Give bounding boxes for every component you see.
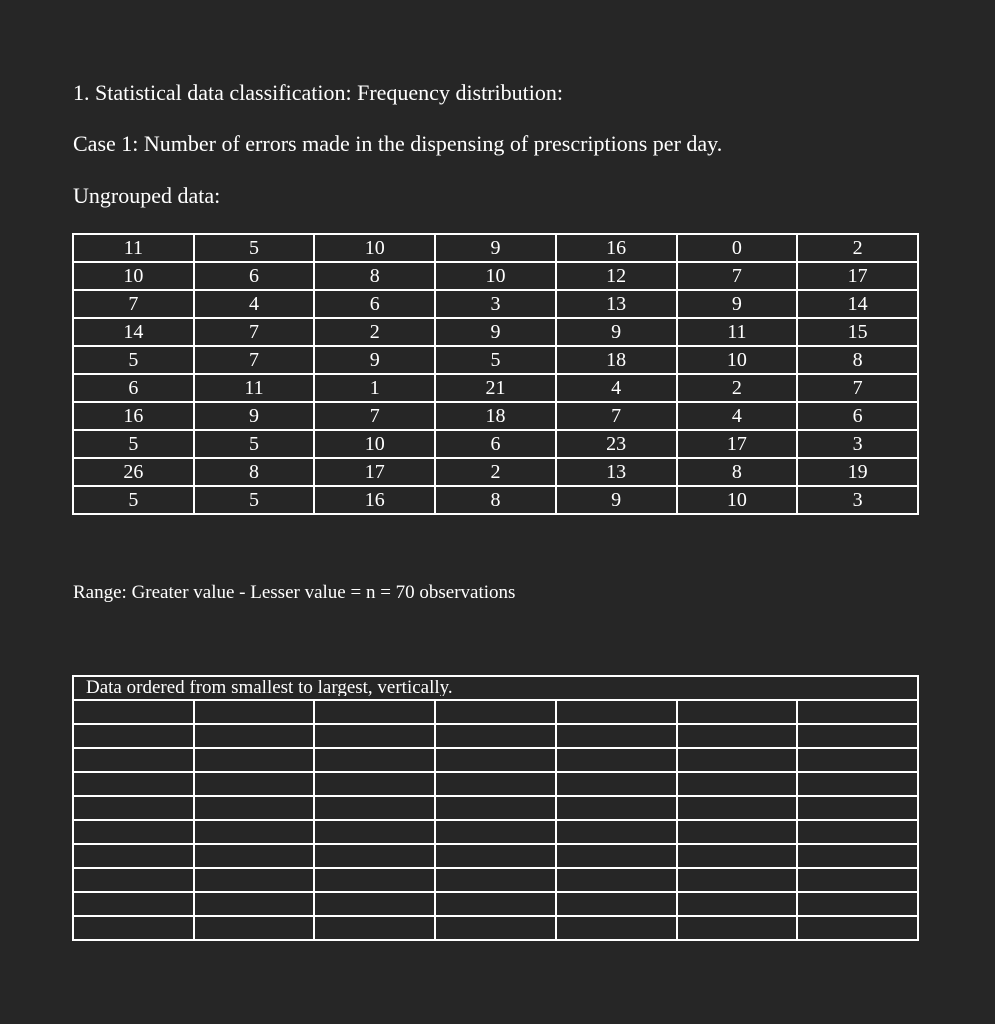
empty-cell[interactable] (194, 844, 315, 868)
empty-cell[interactable] (677, 772, 798, 796)
table-row (73, 458, 918, 486)
empty-cell[interactable] (194, 868, 315, 892)
table-cell: 5 (73, 486, 194, 514)
table-cell: 14 (797, 290, 918, 318)
empty-cell[interactable] (677, 892, 798, 916)
table-cell: 19 (797, 458, 918, 486)
ordered-table-row (73, 748, 918, 772)
table-cell: 5 (194, 430, 315, 458)
section-title: 1. Statistical data classification: Frequency distribution: (73, 80, 564, 105)
table-cell: 9 (435, 234, 556, 262)
table-cell: 1 (314, 374, 435, 402)
table-row (73, 262, 918, 290)
table-cell: 4 (556, 374, 677, 402)
empty-cell[interactable] (797, 868, 918, 892)
empty-cell[interactable] (556, 844, 677, 868)
table-cell: 2 (435, 458, 556, 486)
table-cell: 5 (73, 346, 194, 374)
table-cell: 17 (797, 262, 918, 290)
empty-cell[interactable] (194, 820, 315, 844)
empty-cell[interactable] (194, 772, 315, 796)
empty-cell[interactable] (314, 796, 435, 820)
table-cell: 17 (314, 458, 435, 486)
empty-cell[interactable] (73, 844, 194, 868)
table-cell: 11 (677, 318, 798, 346)
table-cell: 5 (194, 234, 315, 262)
table-cell: 11 (194, 374, 315, 402)
empty-cell[interactable] (73, 748, 194, 772)
table-cell: 4 (677, 402, 798, 430)
table-cell: 6 (797, 402, 918, 430)
empty-cell[interactable] (677, 844, 798, 868)
table-cell: 13 (556, 290, 677, 318)
ordered-table-header: Data ordered from smallest to largest, vertically. (73, 676, 918, 700)
ordered-table-row (73, 724, 918, 748)
empty-cell[interactable] (314, 772, 435, 796)
table-cell: 8 (797, 346, 918, 374)
table-cell: 9 (556, 486, 677, 514)
table-cell: 5 (435, 346, 556, 374)
empty-cell[interactable] (73, 820, 194, 844)
table-row (73, 234, 918, 262)
table-cell: 6 (314, 290, 435, 318)
empty-cell[interactable] (677, 796, 798, 820)
empty-cell[interactable] (797, 748, 918, 772)
table-cell: 16 (556, 234, 677, 262)
range-text: Range: Greater value - Lesser value = n = 70 observations (73, 582, 516, 603)
table-cell: 21 (435, 374, 556, 402)
table-cell: 3 (797, 430, 918, 458)
empty-cell[interactable] (556, 820, 677, 844)
table-cell: 9 (435, 318, 556, 346)
empty-cell[interactable] (797, 844, 918, 868)
empty-cell[interactable] (314, 916, 435, 940)
ungrouped-data-table (72, 233, 919, 515)
table-cell: 16 (73, 402, 194, 430)
ordered-table-header-row (73, 676, 918, 700)
table-row (73, 346, 918, 374)
ordered-table-row (73, 868, 918, 892)
empty-cell[interactable] (435, 772, 556, 796)
table-row (73, 402, 918, 430)
empty-cell[interactable] (435, 820, 556, 844)
empty-cell[interactable] (556, 748, 677, 772)
table-cell: 17 (677, 430, 798, 458)
empty-cell[interactable] (797, 724, 918, 748)
empty-cell[interactable] (73, 700, 194, 724)
table-cell: 13 (556, 458, 677, 486)
table-cell: 5 (73, 430, 194, 458)
ordered-table-row (73, 916, 918, 940)
empty-cell[interactable] (677, 868, 798, 892)
table-cell: 10 (435, 262, 556, 290)
table-row (73, 486, 918, 514)
empty-cell[interactable] (677, 748, 798, 772)
table-cell: 18 (435, 402, 556, 430)
table-cell: 2 (797, 234, 918, 262)
table-cell: 10 (677, 486, 798, 514)
table-cell: 4 (194, 290, 315, 318)
table-cell: 12 (556, 262, 677, 290)
empty-cell[interactable] (435, 868, 556, 892)
empty-cell[interactable] (677, 916, 798, 940)
empty-cell[interactable] (73, 868, 194, 892)
case-description: Case 1: Number of errors made in the dispensing of prescriptions per day. (73, 131, 723, 156)
table-row (73, 318, 918, 346)
empty-cell[interactable] (677, 700, 798, 724)
table-cell: 7 (194, 318, 315, 346)
empty-cell[interactable] (73, 772, 194, 796)
table-cell: 15 (797, 318, 918, 346)
table-cell: 8 (194, 458, 315, 486)
empty-cell[interactable] (797, 916, 918, 940)
table-cell: 9 (556, 318, 677, 346)
table-row (73, 374, 918, 402)
table-cell: 2 (314, 318, 435, 346)
table-cell: 6 (73, 374, 194, 402)
table-cell: 6 (435, 430, 556, 458)
ordered-table-row (73, 892, 918, 916)
empty-cell[interactable] (435, 892, 556, 916)
empty-cell[interactable] (194, 748, 315, 772)
empty-cell[interactable] (797, 700, 918, 724)
empty-cell[interactable] (797, 772, 918, 796)
table-cell: 9 (677, 290, 798, 318)
table-cell: 11 (73, 234, 194, 262)
table-cell: 8 (435, 486, 556, 514)
empty-cell[interactable] (194, 916, 315, 940)
ordered-table-row (73, 796, 918, 820)
empty-cell[interactable] (556, 868, 677, 892)
empty-cell[interactable] (314, 724, 435, 748)
table-cell: 2 (677, 374, 798, 402)
empty-cell[interactable] (73, 796, 194, 820)
table-cell: 10 (677, 346, 798, 374)
empty-cell[interactable] (556, 892, 677, 916)
table-row (73, 430, 918, 458)
table-cell: 18 (556, 346, 677, 374)
table-cell: 23 (556, 430, 677, 458)
empty-cell[interactable] (194, 700, 315, 724)
table-cell: 10 (314, 234, 435, 262)
empty-cell[interactable] (73, 916, 194, 940)
table-cell: 14 (73, 318, 194, 346)
empty-cell[interactable] (556, 700, 677, 724)
empty-cell[interactable] (435, 796, 556, 820)
table-cell: 10 (314, 430, 435, 458)
empty-cell[interactable] (435, 724, 556, 748)
empty-cell[interactable] (435, 700, 556, 724)
empty-cell[interactable] (556, 796, 677, 820)
table-cell: 3 (797, 486, 918, 514)
ungrouped-label: Ungrouped data: (73, 183, 221, 208)
ordered-data-table (72, 675, 919, 941)
table-cell: 26 (73, 458, 194, 486)
empty-cell[interactable] (314, 892, 435, 916)
table-cell: 6 (194, 262, 315, 290)
empty-cell[interactable] (435, 916, 556, 940)
table-cell: 7 (194, 346, 315, 374)
table-cell: 7 (556, 402, 677, 430)
empty-cell[interactable] (435, 748, 556, 772)
table-cell: 0 (677, 234, 798, 262)
empty-cell[interactable] (194, 796, 315, 820)
empty-cell[interactable] (314, 748, 435, 772)
table-cell: 7 (677, 262, 798, 290)
table-cell: 7 (73, 290, 194, 318)
ordered-table-row (73, 700, 918, 724)
table-cell: 7 (797, 374, 918, 402)
table-cell: 3 (435, 290, 556, 318)
empty-cell[interactable] (73, 724, 194, 748)
empty-cell[interactable] (73, 892, 194, 916)
empty-cell[interactable] (314, 868, 435, 892)
ordered-table-row (73, 844, 918, 868)
empty-cell[interactable] (677, 724, 798, 748)
empty-cell[interactable] (797, 892, 918, 916)
empty-cell[interactable] (556, 916, 677, 940)
table-cell: 16 (314, 486, 435, 514)
empty-cell[interactable] (797, 820, 918, 844)
empty-cell[interactable] (556, 724, 677, 748)
table-cell: 7 (314, 402, 435, 430)
empty-cell[interactable] (314, 820, 435, 844)
table-cell: 5 (194, 486, 315, 514)
empty-cell[interactable] (435, 844, 556, 868)
table-row (73, 290, 918, 318)
empty-cell[interactable] (314, 700, 435, 724)
ordered-table-row (73, 772, 918, 796)
table-cell: 9 (194, 402, 315, 430)
table-cell: 10 (73, 262, 194, 290)
empty-cell[interactable] (677, 820, 798, 844)
empty-cell[interactable] (194, 724, 315, 748)
ordered-table-row (73, 820, 918, 844)
empty-cell[interactable] (314, 844, 435, 868)
table-cell: 9 (314, 346, 435, 374)
empty-cell[interactable] (194, 892, 315, 916)
table-cell: 8 (314, 262, 435, 290)
empty-cell[interactable] (556, 772, 677, 796)
empty-cell[interactable] (797, 796, 918, 820)
table-cell: 8 (677, 458, 798, 486)
